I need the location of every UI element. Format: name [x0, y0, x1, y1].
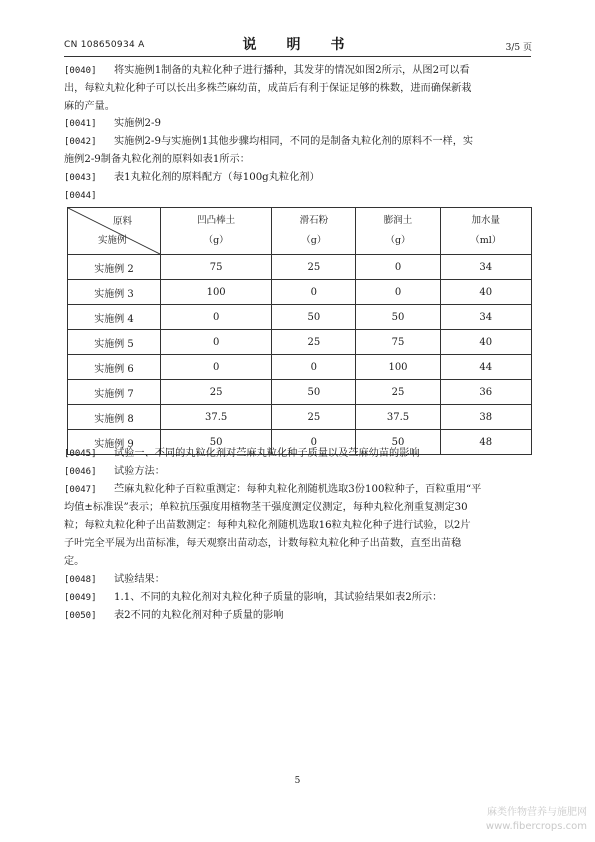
- paragraph-text: 1.1、不同的丸粒化剂对丸粒化种子质量的影响，其试验结果如表2所示：: [114, 592, 443, 603]
- paragraph-0048: [64, 571, 532, 589]
- row-label: 实施例 6: [68, 355, 161, 380]
- paragraph-number: [0047]: [64, 485, 97, 495]
- paragraph-0041: [64, 115, 532, 133]
- diagonal-header-cell: [68, 208, 161, 255]
- column-unit: （ml）: [470, 235, 502, 246]
- table-cell: 25: [272, 330, 356, 355]
- patent-number: CN 108650934 A: [64, 40, 145, 50]
- table-cell: 0: [356, 255, 440, 280]
- table-cell: 34: [440, 305, 531, 330]
- paragraph-0040: [64, 62, 532, 116]
- column-name: 凹凸棒土: [197, 215, 236, 226]
- paragraph-line: 子叶完全平展为出苗标准，每天观察出苗动态，计数每粒丸粒化种子出苗数，直至出苗稳: [64, 538, 462, 549]
- paragraph-line: 粒；每粒丸粒化种子出苗数测定：每种丸粒化剂随机选取16粒丸粒化种子进行试验，以2片: [64, 520, 471, 531]
- paragraph-line: 将实施例1制备的丸粒化种子进行播种，其发芽的情况如图2所示，从图2可以看: [114, 65, 470, 76]
- table-cell: 0: [161, 305, 272, 330]
- paragraph-line: 施例2-9制备丸粒化剂的原料如表1所示：: [64, 154, 250, 165]
- paragraph-number: [0046]: [64, 467, 97, 477]
- paragraph-line: 定。: [64, 556, 85, 567]
- watermark-line: 麻类作物营养与施肥网: [487, 807, 587, 818]
- table-cell: 50: [272, 380, 356, 405]
- paragraph-line: 出，每粒丸粒化种子可以长出多株苎麻幼苗，成苗后有利于保证足够的株数，进而确保新栽: [64, 83, 472, 94]
- table-row: [68, 380, 532, 405]
- paragraph-number: [0048]: [64, 575, 97, 585]
- table-cell: 0: [356, 280, 440, 305]
- paragraph-0042: [64, 133, 532, 169]
- table-cell: 34: [440, 255, 531, 280]
- table-caption: 表2不同的丸粒化剂对种子质量的影响: [114, 610, 284, 621]
- paragraph-0046: [64, 463, 532, 481]
- paragraph-0050: [64, 607, 532, 625]
- page-indicator: 3/5 页: [505, 43, 532, 53]
- paragraph-number: [0041]: [64, 119, 97, 129]
- table-cell: 38: [440, 405, 531, 430]
- table-cell: 44: [440, 355, 531, 380]
- table-cell: 0: [272, 430, 356, 455]
- table-cell: 40: [440, 280, 531, 305]
- row-label: 实施例 7: [68, 380, 161, 405]
- paragraph-text: 实施例2-9: [114, 118, 161, 129]
- paragraph-0045: [64, 445, 532, 463]
- table-cell: 37.5: [161, 405, 272, 430]
- table-cell: 0: [161, 330, 272, 355]
- column-header: [272, 208, 356, 255]
- table-cell: 25: [356, 380, 440, 405]
- paragraph-text: 试验结果：: [114, 574, 165, 585]
- table-cell: 25: [161, 380, 272, 405]
- paragraph-0049: [64, 589, 532, 607]
- row-label: 实施例 9: [68, 430, 161, 455]
- table-cell: 40: [440, 330, 531, 355]
- paragraph-text: 试验一、不同的丸粒化剂对苎麻丸粒化种子质量以及苎麻幼苗的影响: [114, 448, 420, 459]
- row-label: 实施例 5: [68, 330, 161, 355]
- table-cell: 25: [272, 255, 356, 280]
- row-label: 实施例 4: [68, 305, 161, 330]
- table-cell: 75: [356, 330, 440, 355]
- table-cell: 36: [440, 380, 531, 405]
- table-cell: 100: [161, 280, 272, 305]
- paragraph-0044: [64, 187, 532, 205]
- column-unit: （g）: [301, 235, 327, 246]
- paragraph-text: 试验方法：: [114, 466, 165, 477]
- row-label: 实施例 3: [68, 280, 161, 305]
- table-cell: 100: [356, 355, 440, 380]
- paragraph-number: [0049]: [64, 593, 97, 603]
- paragraph-line: 均值±标准误”表示；单粒抗压强度用植物茎干强度测定仪测定，每种丸粒化剂重复测定30: [64, 502, 468, 513]
- table-row: [68, 255, 532, 280]
- paragraph-number: [0044]: [64, 191, 97, 201]
- table-caption: 表1丸粒化剂的原料配方（每100g丸粒化剂）: [114, 172, 320, 183]
- table-cell: 50: [356, 305, 440, 330]
- table-cell: 48: [440, 430, 531, 455]
- column-header: [161, 208, 272, 255]
- page-number: 5: [294, 776, 301, 786]
- watermark: [486, 806, 587, 834]
- table-cell: 0: [272, 280, 356, 305]
- paragraph-0047: [64, 481, 532, 571]
- table-row: [68, 355, 532, 380]
- table-cell: 0: [272, 355, 356, 380]
- table-header-row: [68, 208, 532, 255]
- row-label: 实施例 8: [68, 405, 161, 430]
- table-cell: 0: [161, 355, 272, 380]
- document-title: 说 明 书: [242, 37, 353, 53]
- corner-label-bottom: 实施例: [98, 235, 127, 246]
- column-unit: （g）: [203, 235, 229, 246]
- table-cell: 50: [272, 305, 356, 330]
- paragraph-line: 实施例2-9与实施例1其他步骤均相同，不同的是制备丸粒化剂的原料不一样，实: [114, 136, 474, 147]
- table-cell: 25: [272, 405, 356, 430]
- column-name: 加水量: [471, 215, 501, 226]
- row-label: 实施例 2: [68, 255, 161, 280]
- table-row: [68, 330, 532, 355]
- paragraph-number: [0050]: [64, 611, 97, 621]
- corner-label-top: 原料: [112, 216, 132, 227]
- watermark-line: www.fibercrops.com: [485, 821, 587, 832]
- table-cell: 75: [161, 255, 272, 280]
- table-cell: 50: [356, 430, 440, 455]
- column-header: [356, 208, 440, 255]
- table-row: [68, 405, 532, 430]
- paragraph-line: 麻的产量。: [64, 101, 115, 112]
- formula-table: [67, 207, 532, 455]
- paragraph-0043: [64, 169, 532, 187]
- column-name: 滑石粉: [299, 215, 329, 226]
- header-rule: [64, 56, 531, 57]
- paragraph-number: [0045]: [64, 449, 97, 459]
- column-unit: （g）: [385, 235, 411, 246]
- paragraph-number: [0042]: [64, 137, 97, 147]
- paragraph-number: [0040]: [64, 66, 97, 76]
- table-row: [68, 280, 532, 305]
- column-header: [440, 208, 531, 255]
- column-name: 膨润土: [383, 215, 413, 226]
- paragraph-number: [0043]: [64, 173, 97, 183]
- table-row: [68, 305, 532, 330]
- paragraph-line: 苎麻丸粒化种子百粒重测定：每种丸粒化剂随机选取3份100粒种子，百粒重用“平: [114, 484, 482, 495]
- table-cell: 37.5: [356, 405, 440, 430]
- table-cell: 50: [161, 430, 272, 455]
